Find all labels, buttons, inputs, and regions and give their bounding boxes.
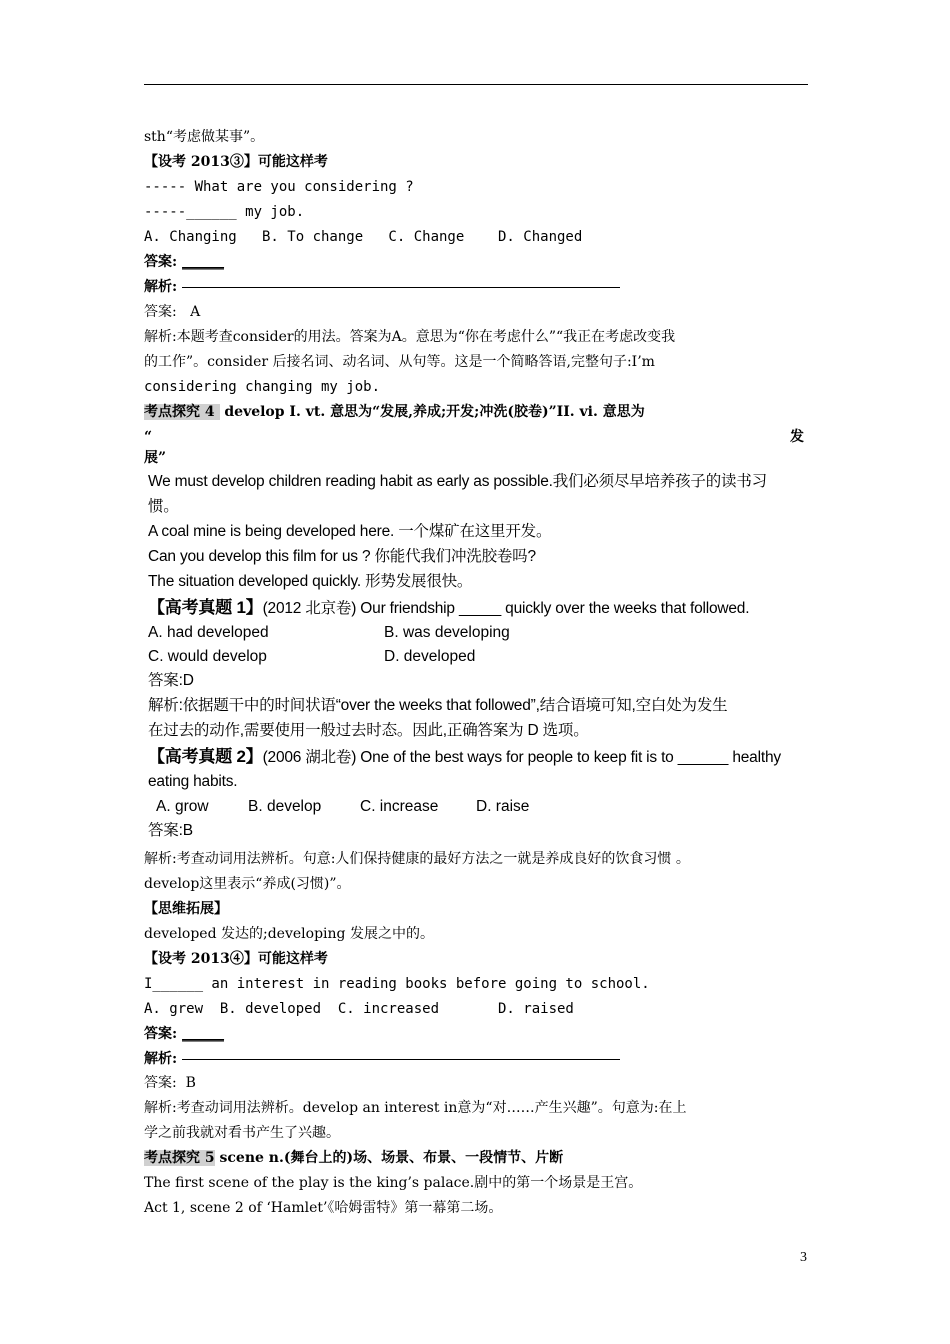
exam-text: (2006 湖北卷) One of the best ways for people to keep fit is to ______ healthy	[262, 749, 781, 766]
option-b: B. was developing	[384, 624, 510, 641]
options-line: A. Changing B. To change C. Change D. Changed	[144, 229, 583, 245]
text-line: Act 1, scene 2 of ‘Hamlet’《哈姆雷特》第一幕第二场。	[144, 1200, 503, 1216]
topic-text: scene n.(舞台上的)场、场景、布景、一段情节、片断	[214, 1150, 564, 1166]
text-line: The first scene of the play is the king’s palace.剧中的第一个场景是王宫。	[144, 1175, 643, 1191]
analysis-line	[144, 1049, 620, 1069]
answer-blank: ______	[182, 1026, 225, 1042]
text-line: 的工作”。consider 后接名词、动名词、从句等。这是一个简略答语,完整句子:I’m	[144, 354, 655, 370]
option-b: B. develop	[248, 798, 322, 815]
option-a: A. had developed	[148, 624, 269, 641]
example-line: 惯。	[148, 498, 179, 515]
section-heading: 【设考 2013④】可能这样考	[144, 951, 328, 967]
answer-line: 答案:D	[148, 672, 194, 689]
text-line: 展”	[144, 450, 167, 466]
example-line: The situation developed quickly. 形势发展很快。	[148, 573, 473, 590]
analysis-label: 解析:	[144, 1051, 178, 1067]
analysis-label: 解析:	[144, 279, 178, 295]
section-heading: 【设考 2013③】可能这样考	[144, 154, 328, 170]
text-line: 解析:考查动词用法辨析。句意:人们保持健康的最好方法之一就是养成良好的饮食习惯 。	[144, 851, 690, 867]
answer-line	[144, 1024, 224, 1044]
option-c: C. would develop	[148, 648, 267, 665]
answer-label: 答案:	[144, 254, 178, 270]
text-line: “	[144, 429, 153, 445]
exam-question	[148, 747, 781, 768]
exam-tag: 【高考真题 1】	[148, 598, 263, 617]
text-line: 学之前我就对看书产生了兴趣。	[144, 1125, 340, 1141]
text-line: considering changing my job.	[144, 379, 381, 395]
section-heading: 【思维拓展】	[144, 901, 228, 917]
option-c: C. increase	[360, 798, 439, 815]
page-number: 3	[800, 1250, 807, 1265]
answer-line: 答案:B	[148, 822, 193, 839]
example-line: We must develop children reading habit as early as possible.我们必须尽早培养孩子的读书习	[148, 473, 767, 490]
option-d: D. developed	[384, 648, 476, 665]
exam-text: (2012 北京卷) Our friendship _____ quickly over the weeks that followed.	[262, 600, 750, 617]
options-line: A. grew B. developed C. increased D. raised	[144, 1001, 574, 1017]
section-heading	[144, 1148, 563, 1168]
text-line: ----- What are you considering ?	[144, 179, 414, 195]
text-line: -----______ my job.	[144, 204, 305, 220]
option-d: D. raise	[476, 798, 530, 815]
exam-tag: 【高考真题 2】	[148, 747, 263, 766]
answer-blank: ______	[182, 254, 225, 270]
example-line: Can you develop this film for us ? 你能代我们冲洗胶卷吗?	[148, 548, 536, 565]
exam-question	[148, 598, 749, 619]
text-line: sth“考虑做某事”。	[144, 129, 265, 145]
text-line: eating habits.	[148, 773, 238, 790]
text-line: 答案: A	[144, 304, 201, 320]
header-rule	[144, 84, 808, 85]
text-line: I______ an interest in reading books before going to school.	[144, 976, 650, 992]
example-line: A coal mine is being developed here. 一个煤矿在这里开发。	[148, 523, 552, 540]
text-line: 在过去的动作,需要使用一般过去时态。因此,正确答案为 D 选项。	[148, 722, 589, 739]
analysis-line	[144, 277, 620, 297]
topic-tag: 考点探究 5	[144, 1150, 215, 1166]
topic-text: develop I. vt. 意思为“发展,养成;开发;冲洗(胶卷)”II. vi. 意思为	[219, 404, 645, 420]
answer-label: 答案:	[144, 1026, 178, 1042]
analysis-blank	[182, 1059, 620, 1060]
text-line: develop这里表示“养成(习惯)”。	[144, 876, 351, 892]
topic-tag: 考点探究 4	[144, 404, 220, 420]
text-line: 解析:本题考查consider的用法。答案为A。意思为“你在考虑什么”“我正在考虑改变我	[144, 329, 676, 345]
text-line: 解析:考查动词用法辨析。develop an interest in意为“对……产生兴趣”。句意为:在上	[144, 1100, 687, 1116]
text-line: 解析:依据题干中的时间状语“over the weeks that followed”,结合语境可知,空白处为发生	[148, 697, 728, 714]
analysis-blank	[182, 287, 620, 288]
text-line: 发	[790, 429, 804, 445]
section-heading	[144, 402, 645, 422]
text-line: developed 发达的;developing 发展之中的。	[144, 926, 434, 942]
option-a: A. grow	[156, 798, 209, 815]
text-line: 答案: B	[144, 1075, 196, 1091]
answer-line	[144, 252, 224, 272]
